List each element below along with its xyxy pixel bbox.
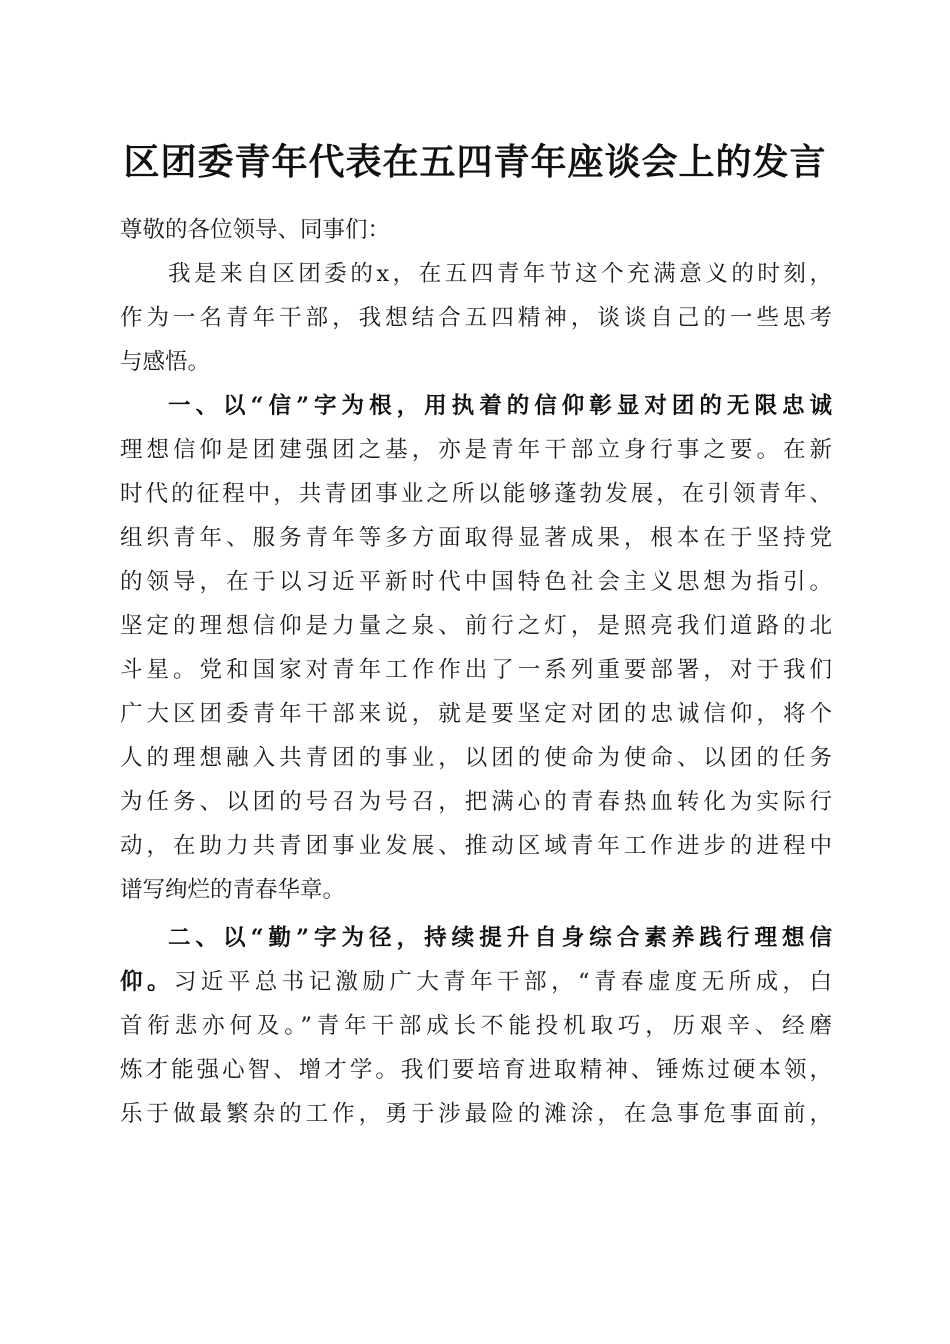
- section-2-line: 首衔悲亦何及。”青年干部成长不能投机取巧，历艰辛、经磨: [120, 1013, 832, 1039]
- section-2-line: [120, 960, 832, 1004]
- section-2-line: 乐于做最繁杂的工作，勇于涉最险的滩涂，在急事危事面前，: [120, 1101, 832, 1127]
- section-2-heading: 二、以“勤”字为径，持续提升自身综合素养践行理想信: [168, 925, 832, 951]
- document-title: 区团委青年代表在五四青年座谈会上的发言: [123, 141, 827, 183]
- section-1-line: 谱写绚烂的青春华章。: [120, 877, 346, 903]
- intro-line: 作为一名青年干部，我想结合五四精神，谈谈自己的一些思考: [120, 305, 832, 331]
- section-2-heading-tail: 仰。: [120, 969, 174, 995]
- intro-line: 与感悟。: [120, 349, 211, 375]
- salutation: 尊敬的各位领导、同事们：: [120, 217, 391, 243]
- section-1-line: 组织青年、服务青年等多方面取得显著成果，根本在于坚持党: [120, 525, 832, 551]
- section-1-line: 人的理想融入共青团的事业，以团的使命为使命、以团的任务: [120, 745, 832, 771]
- section-1-line: 时代的征程中，共青团事业之所以能够蓬勃发展，在引领青年、: [120, 481, 832, 507]
- section-2-line: 炼才能强心智、增才学。我们要培育进取精神、锤炼过硬本领，: [120, 1057, 832, 1083]
- section-1-line: 动，在助力共青团事业发展、推动区域青年工作进步的进程中: [120, 833, 832, 859]
- section-1-line: 的领导，在于以习近平新时代中国特色社会主义思想为指引。: [120, 569, 832, 595]
- section-1-line: 广大区团委青年干部来说，就是要坚定对团的忠诚信仰，将个: [120, 701, 832, 727]
- section-1-line: 理想信仰是团建强团之基，亦是青年干部立身行事之要。在新: [120, 437, 832, 463]
- intro-line: 我是来自区团委的x，在五四青年节这个充满意义的时刻，: [168, 261, 832, 287]
- section-1-line: 为任务、以团的号召为号召，把满心的青春热血转化为实际行: [120, 789, 832, 815]
- section-1-line: 坚定的理想信仰是力量之泉、前行之灯，是照亮我们道路的北: [120, 613, 832, 639]
- section-1-heading: 一、以“信”字为根，用执着的信仰彰显对团的无限忠诚: [168, 393, 832, 419]
- section-2-text: 习近平总书记激励广大青年干部，“青春虚度无所成，白: [173, 969, 832, 995]
- section-1-line: 斗星。党和国家对青年工作作出了一系列重要部署，对于我们: [120, 657, 832, 683]
- document-body: [120, 208, 832, 1136]
